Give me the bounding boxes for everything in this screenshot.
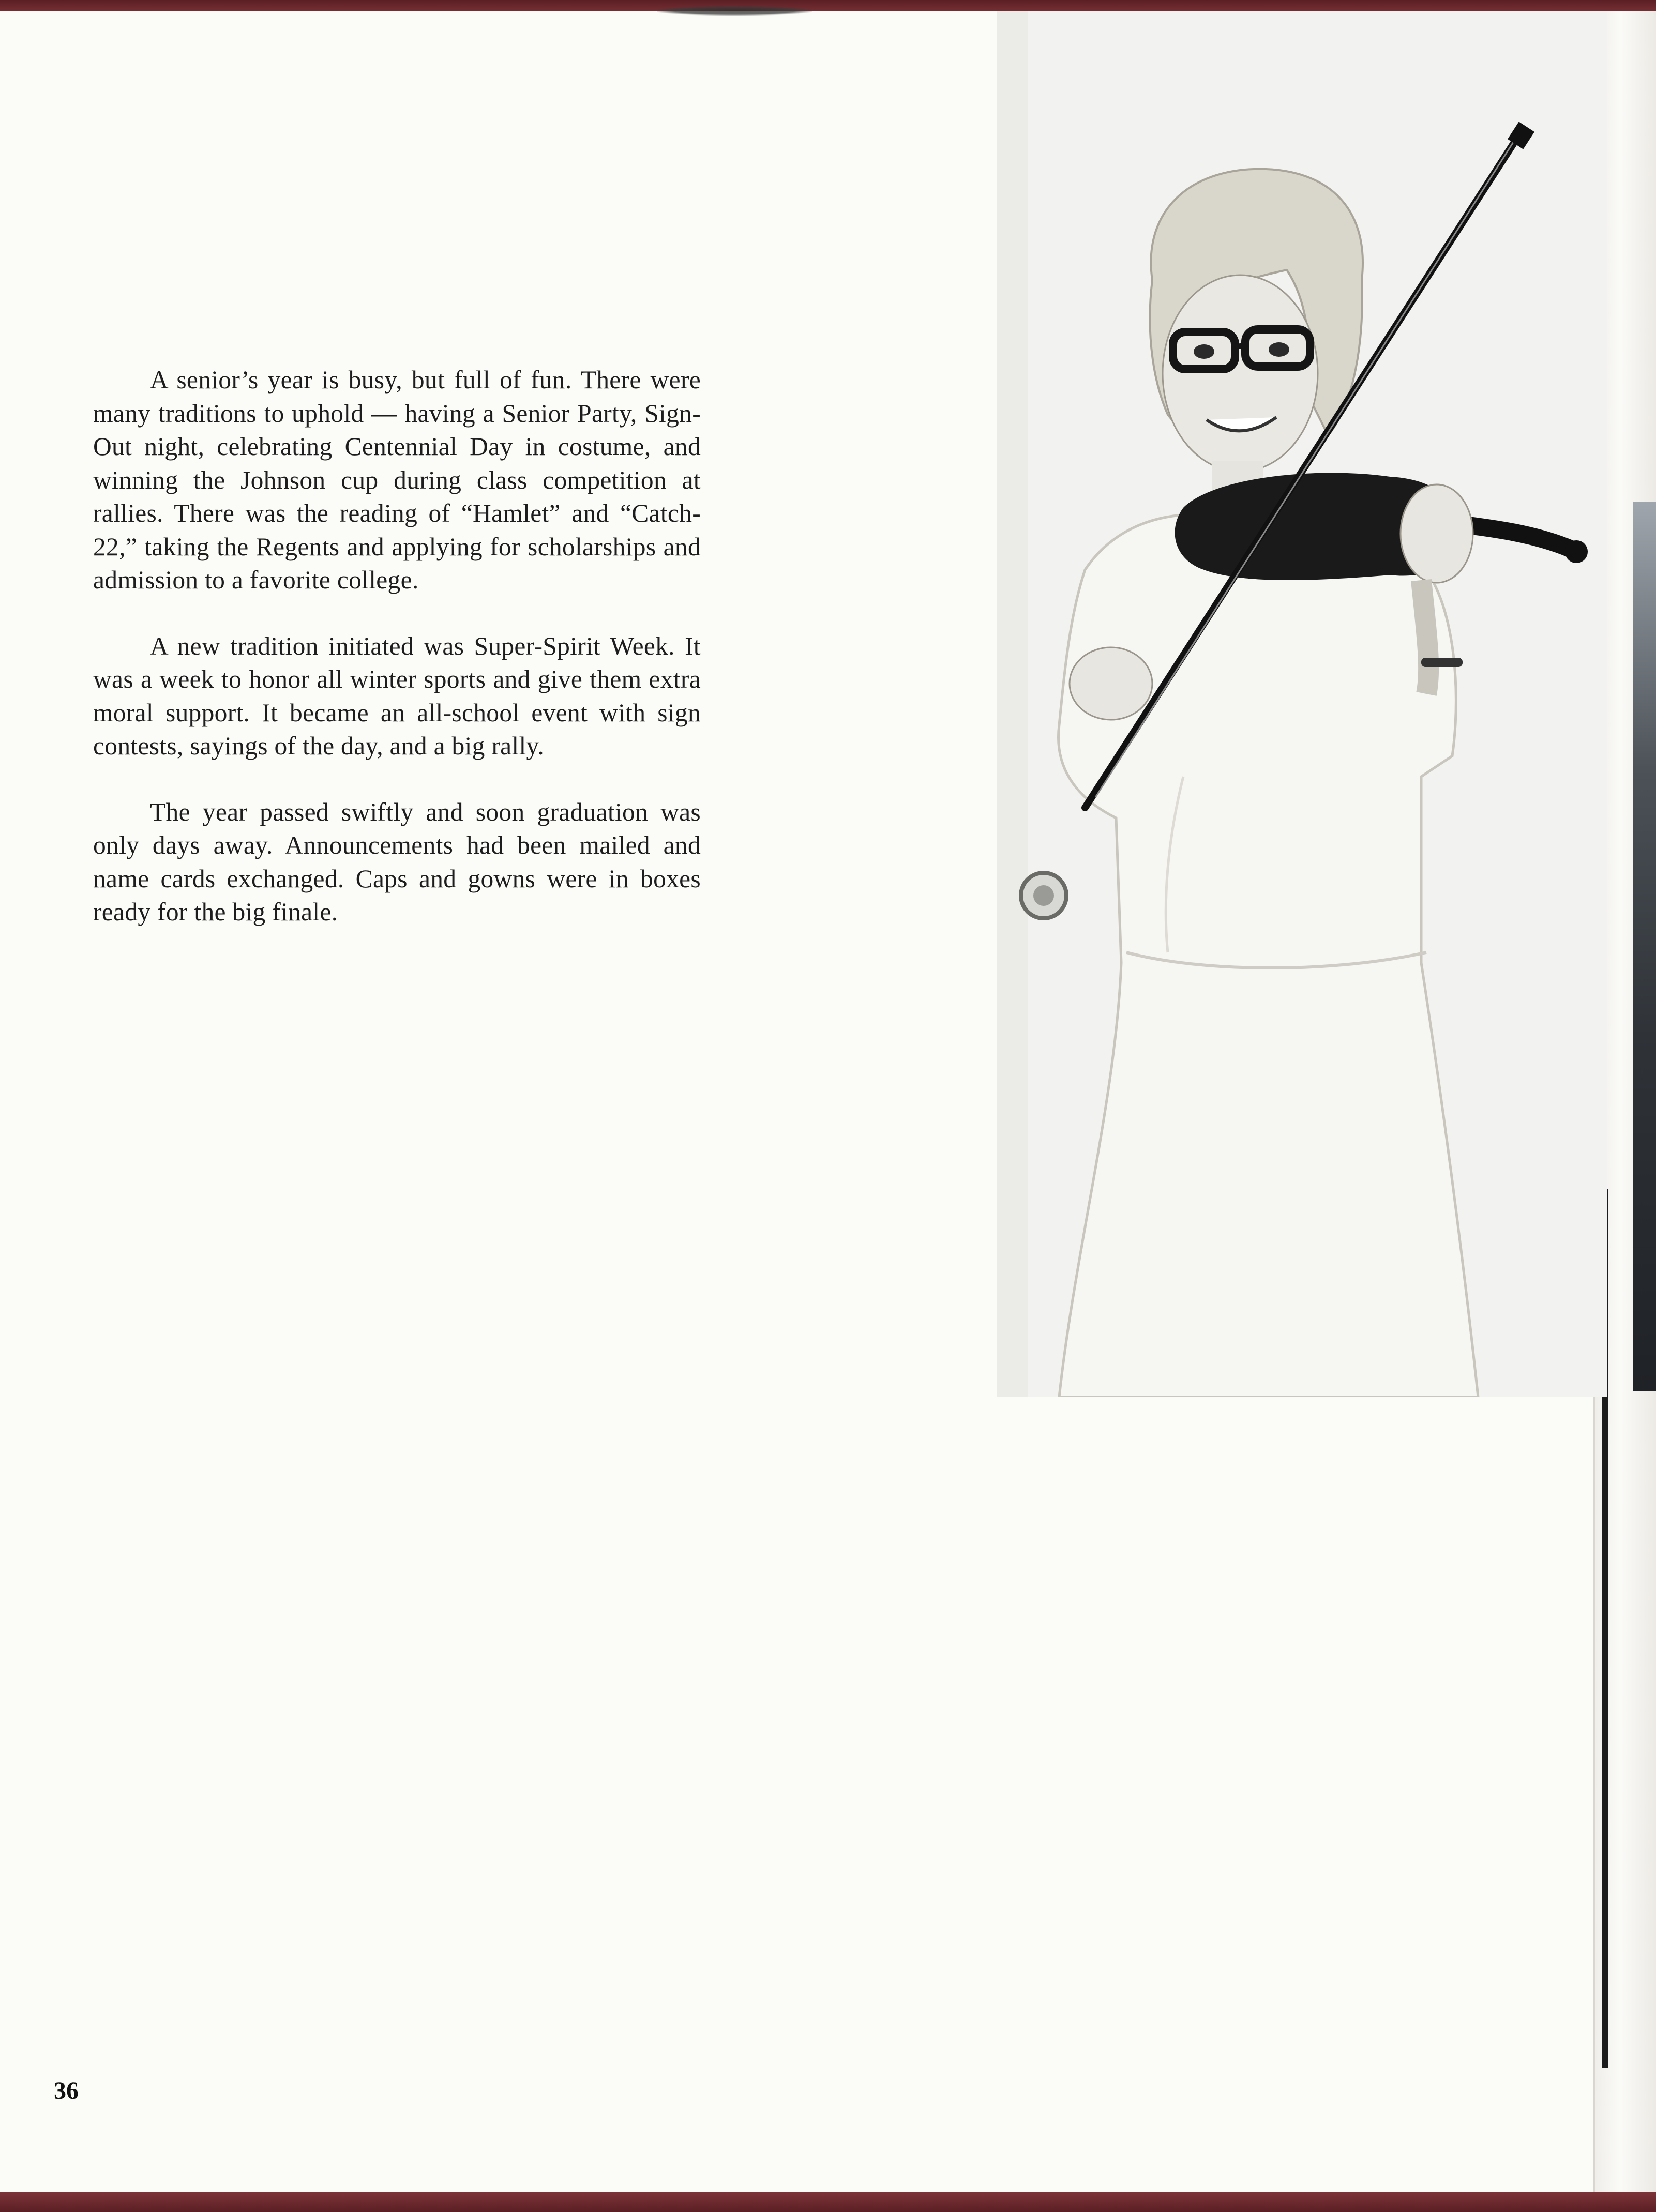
body-text xyxy=(93,363,701,962)
page-number: 36 xyxy=(54,2077,79,2104)
violinist-illustration xyxy=(997,11,1607,1397)
violinist-photo xyxy=(997,11,1607,1397)
top-ink-mark xyxy=(657,6,812,16)
paragraph-senior-year: A senior’s year is busy, but full of fun. There were many traditions to uphold — having a Senior Party, Sign-Out night, celebrating Centennial Day in costume, and winning the Johnson cup during class competition at rallies. There was the reading of “Hamlet” and “Catch-22,” taking the Regents and applying for scholarships and admission to a favorite college. xyxy=(93,366,701,594)
facing-page-photo-edge xyxy=(1633,502,1656,1391)
paragraph-super-spirit-week: A new tradition initiated was Super-Spirit Week. It was a week to honor all winter sports and give them extra moral support. It became an all-school event with sign contests, sayings of the day, and a big rally. xyxy=(93,631,701,760)
book-edge-bottom xyxy=(0,2192,1656,2212)
paragraph-graduation: The year passed swiftly and soon graduation was only days away. Announcements had been mailed and name cards exchanged. Caps and gowns were in boxes ready for the big finale. xyxy=(93,797,701,926)
